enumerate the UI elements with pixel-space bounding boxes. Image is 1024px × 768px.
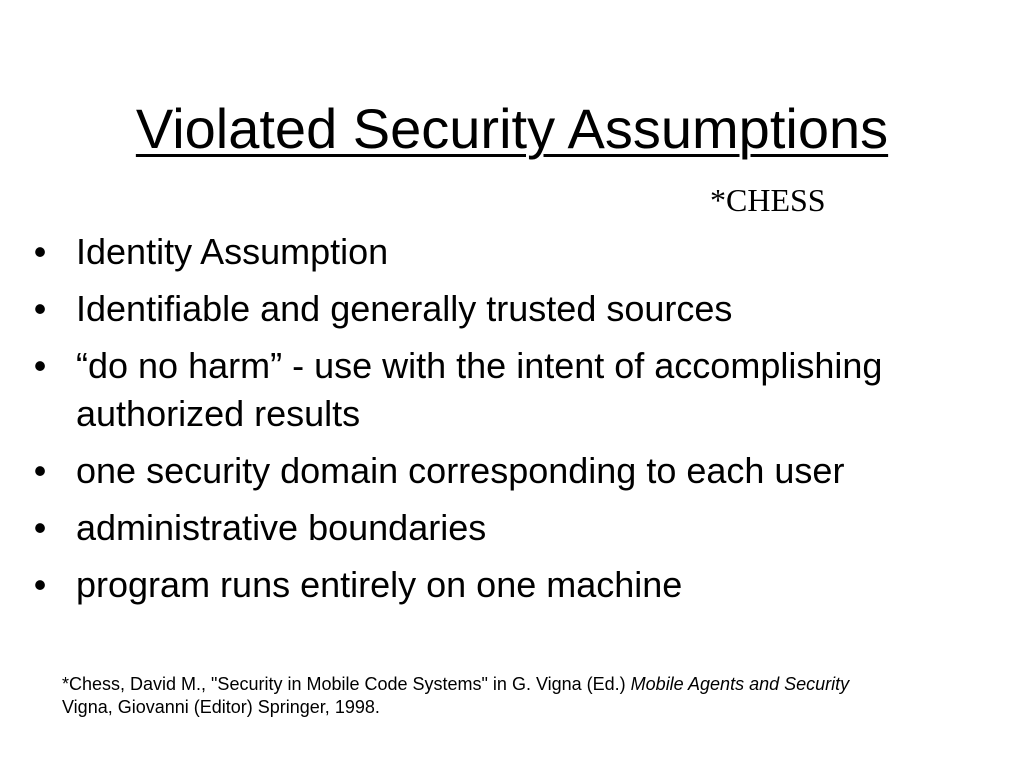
bullet-item	[30, 447, 1000, 495]
bullet-item	[30, 504, 1000, 552]
bullet-text: administrative boundaries	[76, 507, 487, 548]
bullet-item	[30, 285, 1000, 333]
bullet-icon: •	[33, 345, 47, 386]
footnote-line-2: Vigna, Giovanni (Editor) Springer, 1998.	[62, 697, 380, 717]
bullet-icon: •	[33, 450, 47, 491]
bullet-text: Identity Assumption	[76, 231, 389, 272]
footnote-book-title: Mobile Agents and Security	[630, 674, 850, 694]
bullet-text: Identifiable and generally trusted sources	[76, 288, 733, 329]
bullet-icon: •	[33, 288, 47, 329]
source-tag: *CHESS	[710, 182, 826, 218]
footnote-reference: *Chess, David M., "Security in Mobile Code Systems" in G. Vigna (Ed.)	[62, 674, 631, 694]
bullet-text: “do no harm” - use with the intent of accomplishing authorized results	[76, 345, 883, 434]
bullet-icon: •	[33, 564, 47, 605]
bullet-item	[30, 561, 1000, 609]
bullet-list	[30, 228, 1000, 618]
bullet-item	[30, 342, 1000, 438]
bullet-icon: •	[33, 231, 47, 272]
footnote-line-1	[62, 673, 982, 696]
bullet-text: one security domain corresponding to each user	[76, 450, 845, 491]
bullet-item	[30, 228, 1000, 276]
slide-title: Violated Security Assumptions	[135, 97, 889, 160]
bullet-text: program runs entirely on one machine	[76, 564, 683, 605]
footnote-citation	[62, 673, 982, 719]
bullet-icon: •	[33, 507, 47, 548]
